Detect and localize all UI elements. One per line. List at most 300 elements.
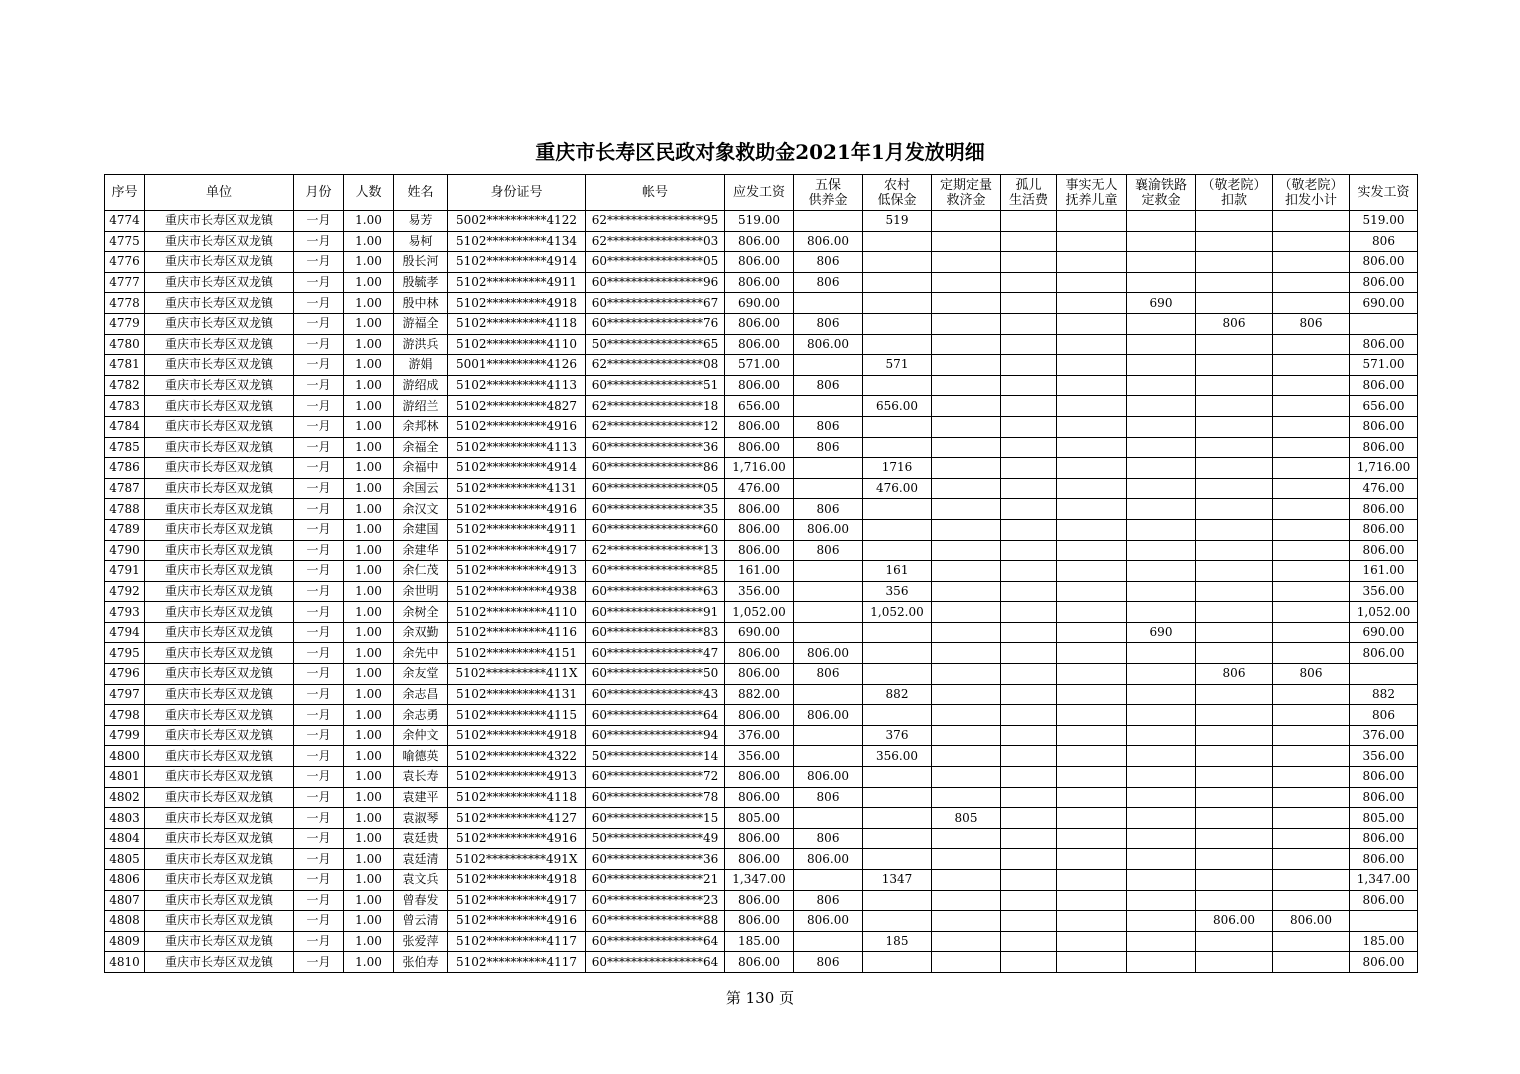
table-cell: 806.00 <box>1350 540 1418 561</box>
table-cell: 60****************05 <box>586 252 725 273</box>
table-row <box>105 231 1418 252</box>
table-row <box>105 952 1418 973</box>
table-cell <box>1001 211 1057 232</box>
table-cell: 60****************94 <box>586 725 725 746</box>
table-cell <box>1057 849 1127 870</box>
table-cell <box>1127 458 1196 479</box>
table-cell <box>1273 272 1350 293</box>
table-cell: 1.00 <box>344 437 394 458</box>
table-cell: 5102**********4913 <box>448 561 586 582</box>
table-row <box>105 849 1418 870</box>
table-cell <box>1057 313 1127 334</box>
table-cell <box>1001 705 1057 726</box>
table-row <box>105 746 1418 767</box>
table-cell <box>863 808 932 829</box>
table-cell <box>1127 272 1196 293</box>
table-cell <box>1273 870 1350 891</box>
table-cell: 重庆市长寿区双龙镇 <box>145 375 294 396</box>
table-cell: 5102**********4118 <box>448 787 586 808</box>
table-cell: 余仁茂 <box>394 561 448 582</box>
table-row <box>105 808 1418 829</box>
table-cell <box>1196 870 1273 891</box>
table-cell: 4810 <box>105 952 145 973</box>
table-cell: 重庆市长寿区双龙镇 <box>145 355 294 376</box>
table-cell: 重庆市长寿区双龙镇 <box>145 519 294 540</box>
table-cell <box>932 231 1001 252</box>
table-cell <box>863 416 932 437</box>
table-cell: 60****************05 <box>586 478 725 499</box>
table-cell: 690.00 <box>725 293 794 314</box>
table-row <box>105 272 1418 293</box>
table-cell <box>1127 375 1196 396</box>
table-cell <box>1127 499 1196 520</box>
table-cell: 一月 <box>294 252 344 273</box>
table-cell <box>932 622 1001 643</box>
table-cell: 806.00 <box>725 519 794 540</box>
table-cell <box>1001 437 1057 458</box>
table-cell <box>1127 664 1196 685</box>
table-cell <box>1001 231 1057 252</box>
table-cell: 4804 <box>105 828 145 849</box>
table-cell <box>932 334 1001 355</box>
table-cell <box>932 519 1001 540</box>
table-cell <box>1057 211 1127 232</box>
table-cell: 1,347.00 <box>725 870 794 891</box>
table-cell <box>1001 355 1057 376</box>
table-cell <box>1001 458 1057 479</box>
table-cell: 重庆市长寿区双龙镇 <box>145 458 294 479</box>
table-cell <box>932 931 1001 952</box>
table-cell: 806 <box>1196 664 1273 685</box>
table-cell: 62****************12 <box>586 416 725 437</box>
column-header: 事实无人 抚养儿童 <box>1057 175 1127 211</box>
table-cell: 袁长寿 <box>394 767 448 788</box>
table-row <box>105 313 1418 334</box>
table-cell: 60****************88 <box>586 911 725 932</box>
table-cell: 806.00 <box>725 231 794 252</box>
table-cell <box>932 458 1001 479</box>
table-cell: 4780 <box>105 334 145 355</box>
table-cell: 806.00 <box>1350 272 1418 293</box>
table-cell <box>794 581 863 602</box>
table-cell <box>1057 890 1127 911</box>
table-cell: 5102**********4127 <box>448 808 586 829</box>
table-cell: 5102**********491X <box>448 849 586 870</box>
table-cell <box>1127 602 1196 623</box>
table-cell: 一月 <box>294 355 344 376</box>
table-cell: 1.00 <box>344 767 394 788</box>
table-cell: 161.00 <box>1350 561 1418 582</box>
table-cell <box>1127 334 1196 355</box>
table-cell: 重庆市长寿区双龙镇 <box>145 437 294 458</box>
table-cell: 余友堂 <box>394 664 448 685</box>
table-cell <box>863 767 932 788</box>
table-cell: 806 <box>1273 313 1350 334</box>
table-cell: 806 <box>794 437 863 458</box>
table-cell: 重庆市长寿区双龙镇 <box>145 211 294 232</box>
table-cell <box>1273 355 1350 376</box>
table-cell <box>1057 931 1127 952</box>
table-cell: 5102**********4322 <box>448 746 586 767</box>
table-cell: 4792 <box>105 581 145 602</box>
table-cell: 806.00 <box>1350 334 1418 355</box>
table-cell <box>863 705 932 726</box>
table-cell: 60****************86 <box>586 458 725 479</box>
table-cell <box>794 746 863 767</box>
table-cell: 4786 <box>105 458 145 479</box>
table-row <box>105 416 1418 437</box>
table-cell <box>1127 643 1196 664</box>
table-cell: 806.00 <box>1350 499 1418 520</box>
table-cell <box>863 643 932 664</box>
table-cell <box>1273 622 1350 643</box>
table-cell: 袁廷贵 <box>394 828 448 849</box>
table-cell <box>1196 602 1273 623</box>
table-cell: 1.00 <box>344 540 394 561</box>
table-cell <box>863 664 932 685</box>
table-cell: 重庆市长寿区双龙镇 <box>145 828 294 849</box>
table-cell: 重庆市长寿区双龙镇 <box>145 664 294 685</box>
table-cell: 1,052.00 <box>725 602 794 623</box>
table-cell: 805.00 <box>725 808 794 829</box>
table-cell: 806 <box>794 416 863 437</box>
table-cell <box>932 313 1001 334</box>
table-cell: 5102**********4117 <box>448 931 586 952</box>
table-cell: 356.00 <box>863 746 932 767</box>
table-cell <box>794 211 863 232</box>
table-cell <box>932 272 1001 293</box>
table-cell: 游洪兵 <box>394 334 448 355</box>
table-cell <box>932 499 1001 520</box>
table-cell: 重庆市长寿区双龙镇 <box>145 272 294 293</box>
table-cell <box>1001 519 1057 540</box>
table-cell: 重庆市长寿区双龙镇 <box>145 911 294 932</box>
table-cell <box>1350 664 1418 685</box>
table-cell: 4805 <box>105 849 145 870</box>
table-row <box>105 602 1418 623</box>
table-cell <box>1127 540 1196 561</box>
table-cell: 易柯 <box>394 231 448 252</box>
table-cell <box>863 252 932 273</box>
table-cell <box>863 787 932 808</box>
table-cell: 一月 <box>294 499 344 520</box>
table-cell <box>1127 931 1196 952</box>
table-cell <box>1057 561 1127 582</box>
table-cell <box>1057 252 1127 273</box>
table-cell <box>932 437 1001 458</box>
table-cell: 4796 <box>105 664 145 685</box>
column-header: 五保 供养金 <box>794 175 863 211</box>
table-cell: 5102**********4917 <box>448 540 586 561</box>
table-cell: 张爱萍 <box>394 931 448 952</box>
table-cell <box>794 931 863 952</box>
table-cell <box>794 684 863 705</box>
table-cell: 1.00 <box>344 870 394 891</box>
table-row <box>105 540 1418 561</box>
table-cell <box>1127 211 1196 232</box>
table-cell: 60****************43 <box>586 684 725 705</box>
table-cell: 4795 <box>105 643 145 664</box>
table-cell: 4775 <box>105 231 145 252</box>
table-cell <box>1001 787 1057 808</box>
column-header: 月份 <box>294 175 344 211</box>
table-cell <box>1127 519 1196 540</box>
table-cell: 806 <box>1350 231 1418 252</box>
table-cell <box>1057 334 1127 355</box>
column-header: 实发工资 <box>1350 175 1418 211</box>
table-cell <box>1127 416 1196 437</box>
table-cell: 1,347.00 <box>1350 870 1418 891</box>
table-cell <box>932 952 1001 973</box>
table-cell <box>863 375 932 396</box>
table-cell <box>1057 540 1127 561</box>
table-cell: 1.00 <box>344 931 394 952</box>
table-cell: 60****************64 <box>586 931 725 952</box>
table-cell: 5001**********4126 <box>448 355 586 376</box>
table-cell: 60****************67 <box>586 293 725 314</box>
table-cell: 一月 <box>294 622 344 643</box>
table-cell <box>1273 334 1350 355</box>
table-cell: 一月 <box>294 293 344 314</box>
table-cell: 一月 <box>294 767 344 788</box>
table-cell: 4781 <box>105 355 145 376</box>
table-cell <box>932 211 1001 232</box>
table-row <box>105 561 1418 582</box>
table-cell: 806.00 <box>794 911 863 932</box>
table-cell <box>1196 437 1273 458</box>
table-cell <box>1057 231 1127 252</box>
table-cell: 356.00 <box>725 746 794 767</box>
table-cell: 余福中 <box>394 458 448 479</box>
table-row <box>105 519 1418 540</box>
table-cell <box>1196 561 1273 582</box>
table-cell: 重庆市长寿区双龙镇 <box>145 602 294 623</box>
table-cell <box>1127 313 1196 334</box>
table-cell: 806.00 <box>725 643 794 664</box>
table-cell <box>1273 643 1350 664</box>
table-cell: 4803 <box>105 808 145 829</box>
table-cell <box>863 849 932 870</box>
table-cell: 重庆市长寿区双龙镇 <box>145 787 294 808</box>
table-cell: 1.00 <box>344 272 394 293</box>
table-cell <box>1196 355 1273 376</box>
table-cell: 重庆市长寿区双龙镇 <box>145 293 294 314</box>
table-cell <box>863 540 932 561</box>
table-cell: 1.00 <box>344 808 394 829</box>
table-row <box>105 458 1418 479</box>
table-cell: 1.00 <box>344 725 394 746</box>
table-cell <box>1001 540 1057 561</box>
page-title: 重庆市长寿区民政对象救助金2021年1月发放明细 <box>535 140 985 164</box>
table-cell <box>863 890 932 911</box>
table-cell: 806 <box>794 664 863 685</box>
table-cell <box>932 664 1001 685</box>
table-row <box>105 870 1418 891</box>
page-number: 第 130 页 <box>725 989 795 1007</box>
table-cell: 1,716.00 <box>1350 458 1418 479</box>
table-cell: 殷毓孝 <box>394 272 448 293</box>
table-cell: 5102**********4115 <box>448 705 586 726</box>
table-cell <box>1273 705 1350 726</box>
table-cell <box>1057 808 1127 829</box>
table-cell <box>932 787 1001 808</box>
table-cell: 重庆市长寿区双龙镇 <box>145 931 294 952</box>
table-cell <box>932 767 1001 788</box>
table-cell <box>1001 478 1057 499</box>
table-cell: 806.00 <box>1350 437 1418 458</box>
table-cell: 曾春发 <box>394 890 448 911</box>
table-cell <box>863 437 932 458</box>
table-cell: 806 <box>794 272 863 293</box>
table-cell: 5102**********4134 <box>448 231 586 252</box>
column-header: 人数 <box>344 175 394 211</box>
table-cell: 1.00 <box>344 911 394 932</box>
table-cell <box>794 602 863 623</box>
table-cell: 余国云 <box>394 478 448 499</box>
table-cell: 重庆市长寿区双龙镇 <box>145 478 294 499</box>
table-cell <box>794 355 863 376</box>
table-cell: 重庆市长寿区双龙镇 <box>145 870 294 891</box>
table-cell <box>1057 664 1127 685</box>
table-cell: 1.00 <box>344 416 394 437</box>
table-cell: 806.00 <box>1350 416 1418 437</box>
table-cell: 余世明 <box>394 581 448 602</box>
table-cell: 806 <box>794 787 863 808</box>
table-cell: 4809 <box>105 931 145 952</box>
table-cell <box>932 849 1001 870</box>
table-cell <box>794 561 863 582</box>
table-cell: 690 <box>1127 293 1196 314</box>
table-cell: 重庆市长寿区双龙镇 <box>145 622 294 643</box>
table-cell: 1.00 <box>344 478 394 499</box>
table-cell: 1.00 <box>344 787 394 808</box>
table-cell <box>1273 931 1350 952</box>
table-cell <box>794 293 863 314</box>
table-cell: 一月 <box>294 787 344 808</box>
table-cell: 50****************49 <box>586 828 725 849</box>
table-cell <box>794 808 863 829</box>
table-cell <box>1273 767 1350 788</box>
table-cell: 1.00 <box>344 375 394 396</box>
table-cell: 656.00 <box>863 396 932 417</box>
table-cell: 4776 <box>105 252 145 273</box>
table-cell: 重庆市长寿区双龙镇 <box>145 746 294 767</box>
table-cell <box>863 293 932 314</box>
table-cell <box>1057 293 1127 314</box>
table-row <box>105 684 1418 705</box>
table-cell <box>1057 272 1127 293</box>
table-cell: 806.00 <box>725 313 794 334</box>
table-cell: 5002**********4122 <box>448 211 586 232</box>
table-cell <box>1273 849 1350 870</box>
table-cell: 4779 <box>105 313 145 334</box>
table-cell <box>1196 396 1273 417</box>
table-cell: 1.00 <box>344 890 394 911</box>
table-row <box>105 705 1418 726</box>
table-cell <box>932 396 1001 417</box>
table-cell: 571.00 <box>725 355 794 376</box>
table-cell <box>1057 643 1127 664</box>
table-cell: 376 <box>863 725 932 746</box>
table-cell: 重庆市长寿区双龙镇 <box>145 334 294 355</box>
table-cell <box>794 870 863 891</box>
table-cell: 519.00 <box>725 211 794 232</box>
table-cell <box>1273 416 1350 437</box>
table-cell: 476.00 <box>1350 478 1418 499</box>
table-cell: 5102**********4918 <box>448 725 586 746</box>
table-cell: 一月 <box>294 931 344 952</box>
table-cell: 5102**********4917 <box>448 890 586 911</box>
table-cell: 余双勤 <box>394 622 448 643</box>
table-cell <box>863 334 932 355</box>
table-cell: 4790 <box>105 540 145 561</box>
table-cell <box>1196 416 1273 437</box>
table-cell: 重庆市长寿区双龙镇 <box>145 252 294 273</box>
table-cell: 62****************18 <box>586 396 725 417</box>
table-cell <box>1057 705 1127 726</box>
table-cell: 806.00 <box>725 849 794 870</box>
table-cell: 571 <box>863 355 932 376</box>
table-cell <box>1127 561 1196 582</box>
table-cell: 60****************51 <box>586 375 725 396</box>
table-cell: 5102**********4916 <box>448 911 586 932</box>
table-cell <box>1196 890 1273 911</box>
table-cell: 571.00 <box>1350 355 1418 376</box>
table-cell <box>1001 313 1057 334</box>
table-cell: 1,716.00 <box>725 458 794 479</box>
table-cell <box>1057 622 1127 643</box>
table-cell: 882 <box>1350 684 1418 705</box>
table-cell: 656.00 <box>725 396 794 417</box>
table-cell: 806.00 <box>1273 911 1350 932</box>
table-cell: 806.00 <box>725 252 794 273</box>
table-cell: 806.00 <box>1350 375 1418 396</box>
table-cell: 重庆市长寿区双龙镇 <box>145 643 294 664</box>
table-cell: 一月 <box>294 519 344 540</box>
table-cell <box>1273 458 1350 479</box>
table-row <box>105 396 1418 417</box>
table-cell: 690.00 <box>1350 622 1418 643</box>
table-cell: 806.00 <box>725 890 794 911</box>
table-cell: 重庆市长寿区双龙镇 <box>145 416 294 437</box>
table-cell: 1.00 <box>344 252 394 273</box>
table-cell <box>1057 581 1127 602</box>
table-cell: 袁文兵 <box>394 870 448 891</box>
table-cell: 1.00 <box>344 561 394 582</box>
table-cell: 62****************03 <box>586 231 725 252</box>
table-cell <box>1001 561 1057 582</box>
table-cell: 4791 <box>105 561 145 582</box>
table-cell <box>1127 252 1196 273</box>
table-cell <box>1057 602 1127 623</box>
table-cell <box>1057 458 1127 479</box>
table-cell <box>1001 581 1057 602</box>
table-cell <box>863 952 932 973</box>
column-header: 襄渝铁路 定救金 <box>1127 175 1196 211</box>
table-cell <box>1127 355 1196 376</box>
table-cell: 185.00 <box>1350 931 1418 952</box>
table-cell: 60****************21 <box>586 870 725 891</box>
table-row <box>105 211 1418 232</box>
table-cell: 690 <box>1127 622 1196 643</box>
table-cell: 882 <box>863 684 932 705</box>
table-cell <box>1196 211 1273 232</box>
table-cell <box>932 725 1001 746</box>
table-cell: 袁廷清 <box>394 849 448 870</box>
table-cell: 5102**********4113 <box>448 437 586 458</box>
column-header: （敬老院） 扣发小计 <box>1273 175 1350 211</box>
table-cell: 4802 <box>105 787 145 808</box>
